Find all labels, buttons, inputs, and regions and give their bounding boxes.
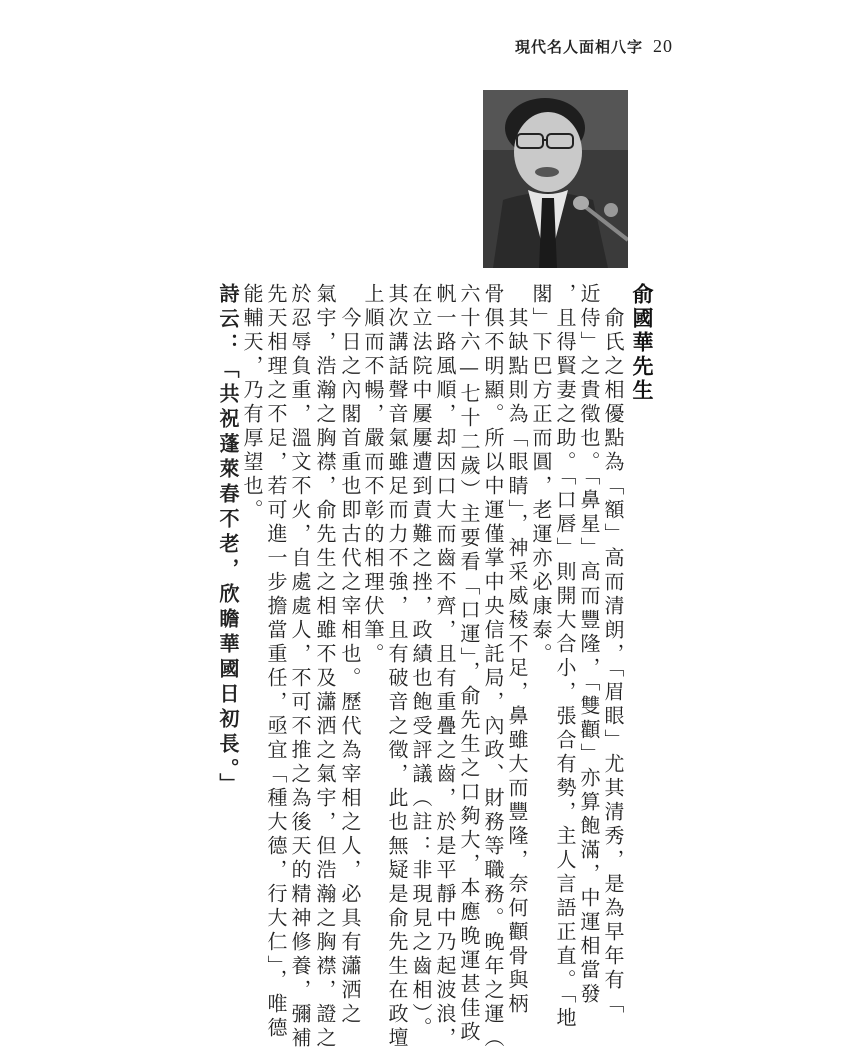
text-column: 在立法院中屢屢遭到責難之挫，政績也飽受評議（註：非現見之齒相）。 — [409, 283, 433, 1041]
portrait-image-icon — [483, 90, 628, 268]
text-column: 於忍辱負重，溫文不火，自處處人，不可不推之為後天的精神修養，彌補 — [288, 283, 312, 1051]
poem-column: 詩云：「共祝蓬萊春不老，欣瞻華國日初長。」 — [216, 283, 240, 798]
text-column: 能輔天，乃有厚望也。 — [240, 283, 264, 523]
text-column: 骨俱不明顯。所以中運僅掌中央信託局，內政、財務等職務。晚年之運（ — [481, 283, 505, 1051]
text-column: 其次講話聲音氣雖足而力不強，且有破音之徵，此也無疑是俞先生在政壇 — [385, 283, 409, 1051]
text-column: 氣宇，浩瀚之胸襟，俞先生之相雖不及瀟洒之氣宇，但浩瀚之胸襟，證之 — [313, 283, 337, 1051]
text-column: 帆一路風順，却因口大而齒不齊，且有重疊之齒，於是平靜中乃起波浪， — [433, 283, 457, 1051]
book-title: 現代名人面相八字 — [515, 38, 644, 56]
text-column: 近侍」之貴徵也。「鼻星」高而豐隆，「雙顴」亦算飽滿，中運相當發 — [577, 283, 601, 1007]
text-column: 今日之內閣首重也即古代之宰相也。歷代為宰相之人，必具有瀟洒之 — [338, 283, 362, 1027]
text-column: 六十六—七十二歲）主要看「口運」，俞先生之口夠大，本應晚運甚佳政 — [457, 283, 481, 1045]
page-number: 20 — [653, 36, 674, 56]
page-header — [515, 36, 673, 57]
text-column: 俞氏之相優點為「額」高而清朗，「眉眼」尤其清秀，是為早年有「 — [601, 283, 625, 1017]
text-column: 其缺點則為「眼睛」，神采威稜不足，鼻雖大而豐隆，奈何顴骨與柄 — [505, 283, 529, 1017]
text-column: 上順而不暢，嚴而不彰的相理伏筆。 — [361, 283, 385, 667]
text-column: 閣」下巴方正而圓，老運亦必康泰。 — [529, 283, 553, 667]
text-column: 先天相理之不足，若可進一步擔當重任，亟宜「種大德，行大仁」，唯德 — [264, 283, 288, 1041]
article-heading: 俞國華先生 — [630, 283, 655, 403]
portrait-photo — [483, 90, 628, 268]
text-column: ，且得賢妻之助。「口唇」則開大合小，張合有勢，主人言語正直。「地 — [553, 283, 577, 1031]
